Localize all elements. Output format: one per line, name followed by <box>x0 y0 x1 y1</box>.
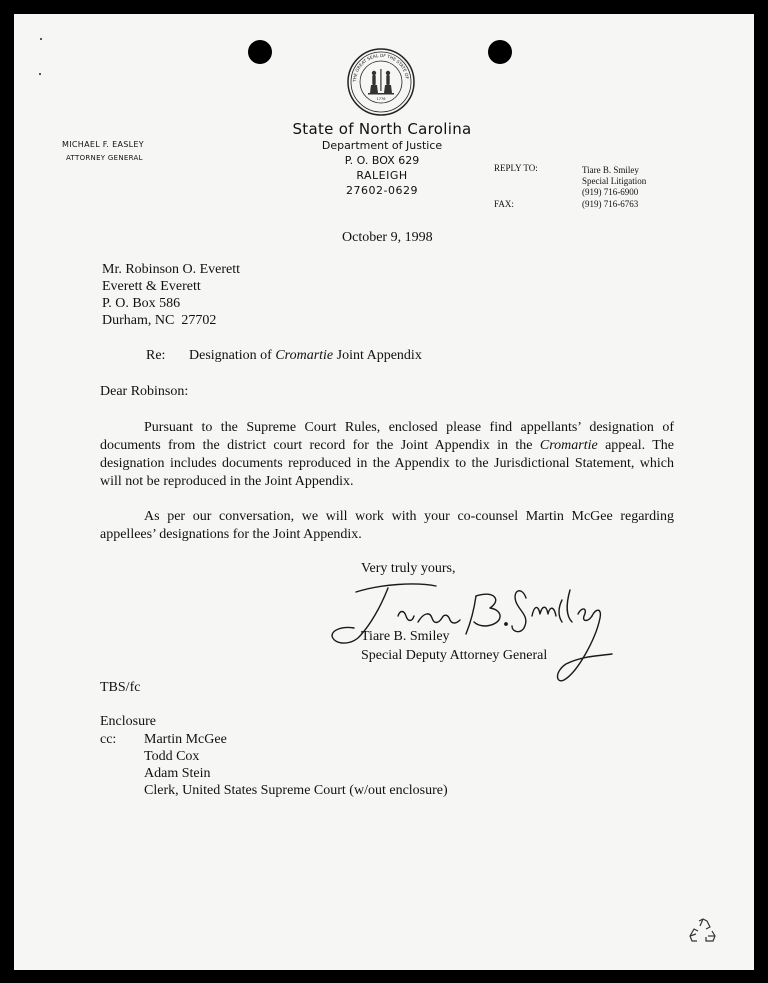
reply-to-label: REPLY TO: <box>494 163 538 173</box>
re-text-after: Joint Appendix <box>333 348 422 363</box>
city: RALEIGH <box>356 169 408 182</box>
re-text-italic: Cromartie <box>275 348 334 363</box>
recipient-city: Durham, NC 27702 <box>102 313 217 328</box>
cc-label: cc: <box>100 732 117 747</box>
recipient-box: P. O. Box 586 <box>102 296 181 311</box>
fax-label: FAX: <box>494 199 514 209</box>
signer-title: Special Deputy Attorney General <box>361 648 548 663</box>
re-subject <box>189 347 422 365</box>
cc-recipient: Clerk, United States Supreme Court (w/out enclosure) <box>144 783 448 798</box>
typist-initials: TBS/fc <box>100 680 141 695</box>
re-text-before: Designation of <box>189 348 276 363</box>
reply-phone: (919) 716-6900 <box>582 187 639 197</box>
state-seal-icon <box>346 47 416 117</box>
speck <box>39 73 41 75</box>
state-name: State of North Carolina <box>292 120 472 138</box>
fax-number: (919) 716-6763 <box>582 199 639 209</box>
reply-name: Tiare B. Smiley <box>582 165 639 175</box>
recipient-firm: Everett & Everett <box>102 279 201 294</box>
punch-hole-left <box>248 40 272 64</box>
cc-recipient: Todd Cox <box>144 749 200 764</box>
cc-recipient: Adam Stein <box>144 766 211 781</box>
signer-name: Tiare B. Smiley <box>361 629 450 644</box>
paragraph-2 <box>100 508 674 544</box>
closing: Very truly yours, <box>361 561 456 576</box>
paragraph-1 <box>100 419 674 491</box>
seal-year: 1776 <box>376 97 386 101</box>
enclosure-note: Enclosure <box>100 714 156 729</box>
po-box: P. O. BOX 629 <box>344 154 420 167</box>
reply-dept: Special Litigation <box>582 176 647 186</box>
recycle-icon <box>688 917 718 945</box>
re-label: Re: <box>146 348 166 363</box>
cc-recipient: Martin McGee <box>144 732 227 747</box>
department-name: Department of Justice <box>321 139 443 152</box>
punch-hole-right <box>488 40 512 64</box>
attorney-general-name: MICHAEL F. EASLEY <box>62 140 144 149</box>
salutation: Dear Robinson: <box>100 384 189 399</box>
attorney-general-title: ATTORNEY GENERAL <box>66 154 143 162</box>
seal-text: THE GREAT SEAL OF THE STATE OF <box>352 53 409 83</box>
speck <box>40 38 42 40</box>
paragraph-1-italic: Cromartie <box>539 438 598 453</box>
paragraph-1-part2: appeal. The designation includes documents reproduced in the Appendix to the Jurisdictional Statement, which will not be reproduced in the Joint Appendix. <box>100 438 674 489</box>
paragraph-2-text: As per our conversation, we will work with your co-counsel Martin McGee regarding appellees’ designations for the Joint Appendix. <box>100 509 674 542</box>
paragraph-1-part1: Pursuant to the Supreme Court Rules, enclosed please find appellants’ designation of documents from the district court record for the Joint Appendix in the <box>100 420 674 453</box>
zip-code: 27602-0629 <box>346 184 418 197</box>
letter-page <box>14 14 754 970</box>
letter-date: October 9, 1998 <box>342 230 433 245</box>
recipient-name: Mr. Robinson O. Everett <box>102 262 241 277</box>
